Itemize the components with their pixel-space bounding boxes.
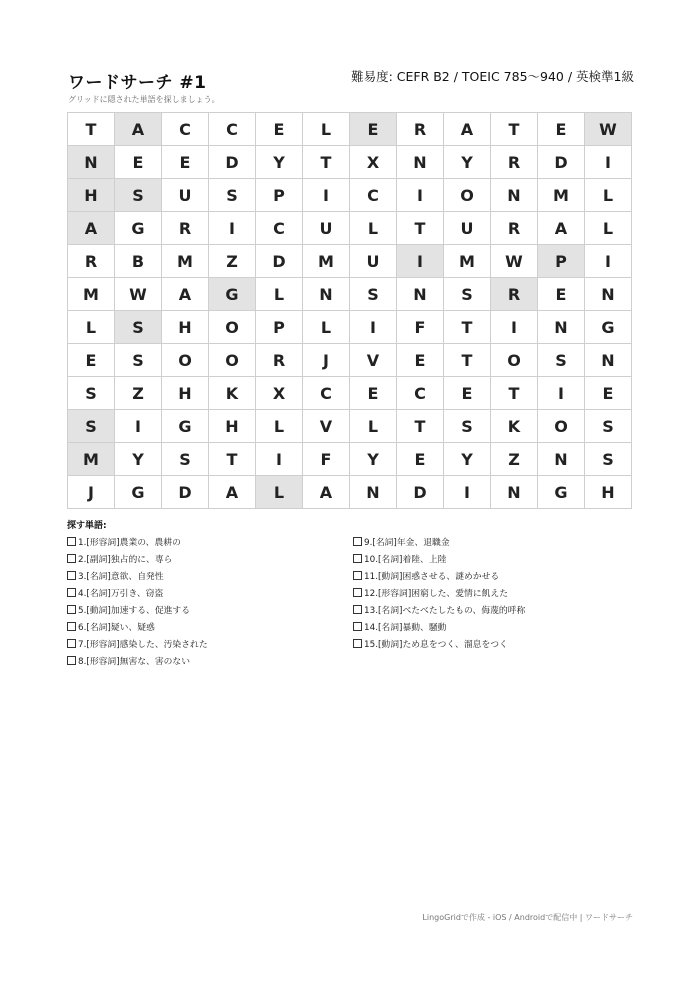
- grid-cell[interactable]: M: [68, 278, 115, 311]
- grid-cell[interactable]: A: [68, 212, 115, 245]
- grid-cell[interactable]: L: [350, 410, 397, 443]
- grid-cell[interactable]: A: [538, 212, 585, 245]
- grid-cell[interactable]: P: [256, 179, 303, 212]
- grid-cell[interactable]: D: [256, 245, 303, 278]
- grid-cell[interactable]: S: [585, 443, 632, 476]
- word-list-item: [67, 584, 208, 601]
- letter-grid: [67, 112, 632, 509]
- grid-cell[interactable]: T: [397, 410, 444, 443]
- grid-cell[interactable]: Y: [350, 443, 397, 476]
- grid-cell[interactable]: E: [350, 113, 397, 146]
- grid-cell[interactable]: H: [162, 377, 209, 410]
- grid-cell[interactable]: N: [585, 278, 632, 311]
- grid-cell[interactable]: L: [585, 212, 632, 245]
- word-clue-text: 12.[形容詞]困窮した、愛情に飢えた: [364, 589, 509, 599]
- grid-cell[interactable]: E: [397, 443, 444, 476]
- grid-cell[interactable]: G: [162, 410, 209, 443]
- grid-cell[interactable]: S: [115, 311, 162, 344]
- footer-credit: LingoGridで作成 - iOS / Androidで配信中 | ワードサーチ: [422, 913, 633, 922]
- word-clue-text: 5.[動詞]加速する、促進する: [78, 606, 191, 616]
- grid-cell[interactable]: C: [162, 113, 209, 146]
- word-clue-text: 4.[名詞]万引き、窃盗: [78, 589, 164, 599]
- word-clue-text: 15.[動詞]ため息をつく、溜息をつく: [364, 640, 508, 650]
- grid-cell[interactable]: R: [491, 212, 538, 245]
- grid-cell[interactable]: X: [256, 377, 303, 410]
- grid-cell[interactable]: C: [397, 377, 444, 410]
- grid-cell[interactable]: B: [115, 245, 162, 278]
- grid-cell[interactable]: L: [303, 113, 350, 146]
- grid-cell[interactable]: G: [115, 212, 162, 245]
- grid-cell[interactable]: S: [444, 410, 491, 443]
- difficulty-label: 難易度: CEFR B2 / TOEIC 785〜940 / 英検準1級: [351, 69, 634, 84]
- grid-cell[interactable]: W: [585, 113, 632, 146]
- grid-cell[interactable]: I: [397, 245, 444, 278]
- grid-cell[interactable]: E: [538, 113, 585, 146]
- grid-cell[interactable]: N: [397, 146, 444, 179]
- grid-cell[interactable]: Z: [209, 245, 256, 278]
- word-list-left: [67, 533, 208, 669]
- checkbox-icon[interactable]: [67, 537, 76, 546]
- grid-cell[interactable]: I: [256, 443, 303, 476]
- grid-cell[interactable]: A: [162, 278, 209, 311]
- grid-cell[interactable]: C: [256, 212, 303, 245]
- grid-cell[interactable]: R: [397, 113, 444, 146]
- word-list-item: [67, 635, 208, 652]
- grid-cell[interactable]: Z: [115, 377, 162, 410]
- grid-cell[interactable]: N: [350, 476, 397, 509]
- grid-cell[interactable]: I: [350, 311, 397, 344]
- grid-cell[interactable]: G: [115, 476, 162, 509]
- grid-cell[interactable]: W: [491, 245, 538, 278]
- grid-cell[interactable]: N: [68, 146, 115, 179]
- grid-cell[interactable]: C: [209, 113, 256, 146]
- grid-cell[interactable]: R: [256, 344, 303, 377]
- grid-cell[interactable]: P: [256, 311, 303, 344]
- grid-cell[interactable]: N: [538, 311, 585, 344]
- grid-cell[interactable]: L: [256, 410, 303, 443]
- grid-cell[interactable]: S: [444, 278, 491, 311]
- grid-cell[interactable]: S: [68, 377, 115, 410]
- word-list-item: [353, 635, 525, 652]
- grid-cell[interactable]: W: [115, 278, 162, 311]
- grid-cell[interactable]: D: [209, 146, 256, 179]
- grid-cell[interactable]: O: [209, 344, 256, 377]
- word-list-item: [353, 550, 525, 567]
- grid-cell[interactable]: I: [303, 179, 350, 212]
- page-title: ワードサーチ #1: [68, 73, 207, 93]
- grid-cell[interactable]: N: [303, 278, 350, 311]
- grid-cell[interactable]: N: [397, 278, 444, 311]
- grid-cell[interactable]: Y: [256, 146, 303, 179]
- grid-cell[interactable]: S: [585, 410, 632, 443]
- checkbox-icon[interactable]: [67, 605, 76, 614]
- grid-cell[interactable]: T: [209, 443, 256, 476]
- grid-cell[interactable]: T: [444, 311, 491, 344]
- grid-cell[interactable]: A: [303, 476, 350, 509]
- grid-cell[interactable]: U: [303, 212, 350, 245]
- grid-cell[interactable]: J: [303, 344, 350, 377]
- checkbox-icon[interactable]: [353, 622, 362, 631]
- grid-cell[interactable]: S: [115, 179, 162, 212]
- grid-cell[interactable]: D: [538, 146, 585, 179]
- grid-cell[interactable]: I: [209, 212, 256, 245]
- checkbox-icon[interactable]: [67, 554, 76, 563]
- grid-cell[interactable]: E: [397, 344, 444, 377]
- grid-cell[interactable]: L: [68, 311, 115, 344]
- checkbox-icon[interactable]: [67, 656, 76, 665]
- grid-cell[interactable]: D: [162, 476, 209, 509]
- grid-cell[interactable]: I: [444, 476, 491, 509]
- word-list-right: [353, 533, 525, 652]
- grid-cell[interactable]: O: [162, 344, 209, 377]
- word-list-item: [67, 567, 208, 584]
- word-list-item: [353, 584, 525, 601]
- grid-cell[interactable]: H: [162, 311, 209, 344]
- grid-cell[interactable]: Y: [444, 443, 491, 476]
- grid-cell[interactable]: K: [209, 377, 256, 410]
- grid-cell[interactable]: M: [538, 179, 585, 212]
- checkbox-icon[interactable]: [353, 639, 362, 648]
- grid-cell[interactable]: A: [115, 113, 162, 146]
- word-list-item: [353, 567, 525, 584]
- grid-cell[interactable]: S: [115, 344, 162, 377]
- grid-cell[interactable]: M: [303, 245, 350, 278]
- grid-cell[interactable]: S: [538, 344, 585, 377]
- grid-cell[interactable]: L: [303, 311, 350, 344]
- grid-cell[interactable]: N: [491, 476, 538, 509]
- grid-cell[interactable]: E: [350, 377, 397, 410]
- grid-cell[interactable]: H: [585, 476, 632, 509]
- word-clue-text: 2.[副詞]独占的に、専ら: [78, 555, 173, 565]
- grid-cell[interactable]: S: [68, 410, 115, 443]
- grid-cell[interactable]: O: [444, 179, 491, 212]
- grid-cell[interactable]: L: [585, 179, 632, 212]
- grid-cell[interactable]: L: [256, 476, 303, 509]
- grid-cell[interactable]: M: [68, 443, 115, 476]
- grid-cell[interactable]: S: [209, 179, 256, 212]
- word-list-item: [67, 550, 208, 567]
- grid-cell[interactable]: O: [538, 410, 585, 443]
- word-list-item: [353, 533, 525, 550]
- grid-cell[interactable]: Y: [115, 443, 162, 476]
- grid-cell[interactable]: N: [585, 344, 632, 377]
- word-list-item: [353, 601, 525, 618]
- grid-cell[interactable]: A: [209, 476, 256, 509]
- grid-cell[interactable]: E: [115, 146, 162, 179]
- grid-cell[interactable]: E: [256, 113, 303, 146]
- grid-cell[interactable]: G: [585, 311, 632, 344]
- word-clue-text: 14.[名詞]暴動、騒動: [364, 623, 447, 633]
- grid-cell[interactable]: T: [397, 212, 444, 245]
- grid-cell[interactable]: N: [538, 443, 585, 476]
- grid-cell[interactable]: Y: [444, 146, 491, 179]
- checkbox-icon[interactable]: [353, 554, 362, 563]
- checkbox-icon[interactable]: [353, 537, 362, 546]
- instructions-text: グリッドに隠された単語を探しましょう。: [68, 95, 220, 104]
- word-list-item: [67, 601, 208, 618]
- grid-cell[interactable]: C: [350, 179, 397, 212]
- grid-cell[interactable]: R: [491, 146, 538, 179]
- grid-cell[interactable]: I: [585, 245, 632, 278]
- checkbox-icon[interactable]: [353, 588, 362, 597]
- grid-cell[interactable]: U: [350, 245, 397, 278]
- grid-cell[interactable]: E: [585, 377, 632, 410]
- checkbox-icon[interactable]: [67, 639, 76, 648]
- grid-cell[interactable]: V: [350, 344, 397, 377]
- grid-cell[interactable]: C: [303, 377, 350, 410]
- grid-cell[interactable]: H: [68, 179, 115, 212]
- checkbox-icon[interactable]: [353, 605, 362, 614]
- grid-cell[interactable]: E: [444, 377, 491, 410]
- grid-cell[interactable]: S: [350, 278, 397, 311]
- grid-cell[interactable]: E: [162, 146, 209, 179]
- grid-cell[interactable]: H: [209, 410, 256, 443]
- grid-cell[interactable]: E: [538, 278, 585, 311]
- grid-cell[interactable]: G: [538, 476, 585, 509]
- checkbox-icon[interactable]: [67, 588, 76, 597]
- checkbox-icon[interactable]: [67, 571, 76, 580]
- grid-cell[interactable]: E: [68, 344, 115, 377]
- grid-cell[interactable]: X: [350, 146, 397, 179]
- word-list-item: [67, 533, 208, 550]
- grid-cell[interactable]: G: [209, 278, 256, 311]
- grid-cell[interactable]: I: [491, 311, 538, 344]
- grid-cell[interactable]: T: [444, 344, 491, 377]
- word-list-item: [67, 618, 208, 635]
- grid-cell[interactable]: D: [397, 476, 444, 509]
- grid-cell[interactable]: I: [115, 410, 162, 443]
- grid-cell[interactable]: T: [303, 146, 350, 179]
- grid-cell[interactable]: N: [491, 179, 538, 212]
- grid-cell[interactable]: Z: [491, 443, 538, 476]
- word-list-item: [353, 618, 525, 635]
- grid-cell[interactable]: T: [68, 113, 115, 146]
- grid-cell[interactable]: M: [162, 245, 209, 278]
- word-list-item: [67, 652, 208, 669]
- grid-cell[interactable]: O: [491, 344, 538, 377]
- grid-cell[interactable]: O: [209, 311, 256, 344]
- word-clue-text: 9.[名詞]年金、退職金: [364, 538, 450, 548]
- grid-cell[interactable]: R: [68, 245, 115, 278]
- grid-cell[interactable]: R: [491, 278, 538, 311]
- grid-cell[interactable]: I: [585, 146, 632, 179]
- grid-cell[interactable]: I: [397, 179, 444, 212]
- grid-cell[interactable]: T: [491, 113, 538, 146]
- grid-cell[interactable]: M: [444, 245, 491, 278]
- word-list-heading: 探す単語:: [67, 521, 107, 531]
- grid-cell[interactable]: A: [444, 113, 491, 146]
- grid-cell[interactable]: P: [538, 245, 585, 278]
- grid-cell[interactable]: J: [68, 476, 115, 509]
- grid-cell[interactable]: F: [303, 443, 350, 476]
- word-clue-text: 11.[動詞]困惑させる、謎めかせる: [364, 572, 500, 582]
- checkbox-icon[interactable]: [353, 571, 362, 580]
- grid-cell[interactable]: L: [350, 212, 397, 245]
- checkbox-icon[interactable]: [67, 622, 76, 631]
- word-clue-text: 7.[形容詞]感染した、汚染された: [78, 640, 208, 650]
- grid-cell[interactable]: U: [444, 212, 491, 245]
- grid-cell[interactable]: T: [491, 377, 538, 410]
- grid-cell[interactable]: S: [162, 443, 209, 476]
- grid-cell[interactable]: K: [491, 410, 538, 443]
- grid-cell[interactable]: V: [303, 410, 350, 443]
- grid-cell[interactable]: R: [162, 212, 209, 245]
- word-clue-text: 13.[名詞]べたべたしたもの、侮蔑的呼称: [364, 606, 526, 616]
- grid-cell[interactable]: I: [538, 377, 585, 410]
- word-clue-text: 8.[形容詞]無害な、害のない: [78, 657, 191, 667]
- word-clue-text: 1.[形容詞]農業の、農耕の: [78, 538, 181, 548]
- grid-cell[interactable]: U: [162, 179, 209, 212]
- word-clue-text: 6.[名詞]疑い、疑惑: [78, 623, 155, 633]
- grid-cell[interactable]: L: [256, 278, 303, 311]
- grid-cell[interactable]: F: [397, 311, 444, 344]
- word-clue-text: 10.[名詞]着陸、上陸: [364, 555, 447, 565]
- word-clue-text: 3.[名詞]意欲、自発性: [78, 572, 164, 582]
